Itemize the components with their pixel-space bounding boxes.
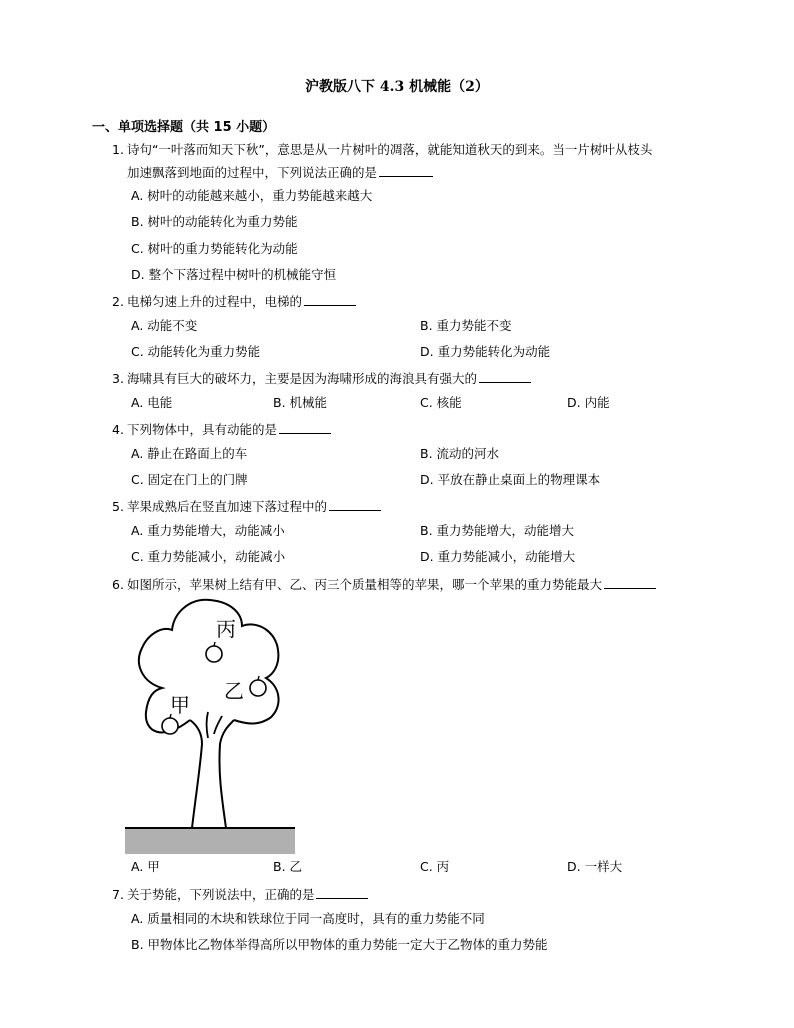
question-number: 7. bbox=[112, 887, 124, 902]
label-jia: 甲 bbox=[170, 693, 190, 717]
question-1 bbox=[112, 141, 652, 159]
option-a[interactable]: A. 动能不变 bbox=[131, 318, 198, 333]
answer-blank[interactable] bbox=[329, 498, 381, 511]
option-a[interactable]: A. 电能 bbox=[131, 395, 173, 410]
apple-icon bbox=[250, 680, 266, 696]
question-text: 诗句“一叶落而知天下秋”，意思是从一片树叶的凋落，就能知道秋天的到来。当一片树叶从枝头 bbox=[126, 142, 653, 157]
page-title: 沪教版八下 4.3 机械能（2） bbox=[305, 79, 489, 95]
option-c[interactable]: C. 动能转化为重力势能 bbox=[131, 344, 261, 359]
option-d[interactable]: D. 重力势能减小，动能增大 bbox=[420, 549, 576, 564]
answer-blank[interactable] bbox=[316, 886, 368, 899]
option-b[interactable]: B. 机械能 bbox=[273, 395, 328, 410]
apple-stem-icon bbox=[214, 642, 215, 646]
question-1-line-2 bbox=[127, 164, 433, 182]
answer-blank[interactable] bbox=[279, 421, 331, 434]
tree-trunk bbox=[190, 720, 234, 828]
question-text: 海啸具有巨大的破坏力，主要是因为海啸形成的海浪具有强大的 bbox=[126, 371, 477, 386]
question-text: 苹果成熟后在竖直加速下落过程中的 bbox=[126, 499, 327, 514]
option-a[interactable]: A. 静止在路面上的车 bbox=[131, 446, 248, 461]
answer-blank[interactable] bbox=[604, 576, 656, 589]
question-4 bbox=[112, 421, 331, 439]
question-text: 加速飘落到地面的过程中，下列说法正确的是 bbox=[127, 165, 378, 180]
section-heading: 一、单项选择题（共 15 小题） bbox=[92, 120, 276, 135]
option-a[interactable]: A. 质量相同的木块和铁球位于同一高度时，具有的重力势能不同 bbox=[131, 911, 485, 926]
option-d[interactable]: D. 重力势能转化为动能 bbox=[420, 344, 551, 359]
answer-blank[interactable] bbox=[304, 293, 356, 306]
option-c[interactable]: C. 树叶的重力势能转化为动能 bbox=[131, 241, 298, 256]
question-3 bbox=[112, 370, 531, 388]
question-number: 2. bbox=[112, 294, 124, 309]
tree-branch bbox=[207, 712, 223, 738]
option-b[interactable]: B. 甲物体比乙物体举得高所以甲物体的重力势能一定大于乙物体的重力势能 bbox=[131, 937, 548, 952]
question-5 bbox=[112, 498, 381, 516]
question-6 bbox=[112, 576, 656, 594]
option-c[interactable]: C. 丙 bbox=[420, 859, 450, 874]
option-d[interactable]: D. 内能 bbox=[567, 395, 610, 410]
question-number: 6. bbox=[112, 577, 124, 592]
question-number: 4. bbox=[112, 422, 124, 437]
option-c[interactable]: C. 重力势能减小，动能减小 bbox=[131, 549, 286, 564]
question-text: 如图所示，苹果树上结有甲、乙、丙三个质量相等的苹果，哪一个苹果的重力势能最大 bbox=[126, 577, 602, 592]
option-b[interactable]: B. 流动的河水 bbox=[420, 446, 500, 461]
question-7 bbox=[112, 886, 368, 904]
question-text: 关于势能，下列说法中，正确的是 bbox=[126, 887, 315, 902]
question-number: 1. bbox=[112, 142, 124, 157]
option-c[interactable]: C. 固定在门上的门牌 bbox=[131, 472, 248, 487]
apple-icon bbox=[162, 718, 178, 734]
option-b[interactable]: B. 乙 bbox=[273, 859, 303, 874]
apple-icon bbox=[206, 646, 222, 662]
ground-shading bbox=[125, 828, 295, 854]
option-d[interactable]: D. 平放在静止桌面上的物理课本 bbox=[420, 472, 601, 487]
question-number: 5. bbox=[112, 499, 124, 514]
option-a[interactable]: A. 树叶的动能越来越小，重力势能越来越大 bbox=[131, 188, 373, 203]
apple-stem-icon bbox=[258, 676, 259, 680]
option-b[interactable]: B. 树叶的动能转化为重力势能 bbox=[131, 214, 298, 229]
question-2 bbox=[112, 293, 356, 311]
question-text: 电梯匀速上升的过程中，电梯的 bbox=[126, 294, 302, 309]
answer-blank[interactable] bbox=[379, 164, 433, 177]
option-a[interactable]: A. 重力势能增大，动能减小 bbox=[131, 523, 285, 538]
option-b[interactable]: B. 重力势能增大，动能增大 bbox=[420, 523, 575, 538]
label-yi: 乙 bbox=[224, 679, 244, 703]
answer-blank[interactable] bbox=[479, 370, 531, 383]
question-text: 下列物体中，具有动能的是 bbox=[126, 422, 277, 437]
option-d[interactable]: D. 一样大 bbox=[567, 859, 623, 874]
option-a[interactable]: A. 甲 bbox=[131, 859, 160, 874]
option-d[interactable]: D. 整个下落过程中树叶的机械能守恒 bbox=[131, 267, 337, 282]
option-c[interactable]: C. 核能 bbox=[420, 395, 462, 410]
option-b[interactable]: B. 重力势能不变 bbox=[420, 318, 512, 333]
label-bing: 丙 bbox=[216, 617, 236, 641]
question-number: 3. bbox=[112, 371, 124, 386]
apple-tree-figure bbox=[122, 594, 302, 856]
